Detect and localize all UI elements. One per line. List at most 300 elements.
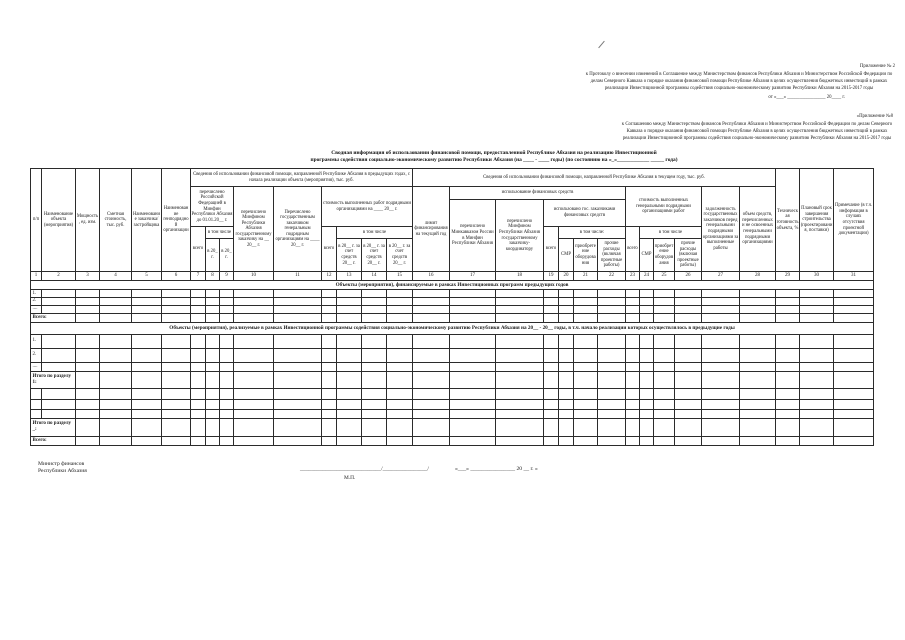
empty-data-cell (76, 436, 100, 445)
empty-data-cell (675, 362, 702, 371)
empty-data-cell (76, 362, 100, 371)
empty-data-cell (413, 388, 450, 399)
empty-data-cell (702, 313, 740, 322)
empty-data-cell (362, 290, 387, 298)
empty-data-cell (496, 334, 544, 348)
empty-data-cell (450, 362, 496, 371)
table-header (31, 169, 874, 272)
empty-data-cell (702, 409, 740, 418)
empty-data-cell (574, 305, 598, 313)
empty-data-cell (574, 388, 598, 399)
empty-data-cell (776, 297, 800, 305)
empty-data-cell (206, 297, 220, 305)
table-body (31, 272, 874, 446)
row-number: 1. (31, 290, 42, 298)
column-number: 11 (274, 272, 322, 281)
col-header-customer: Наименование заказчика/ застройщика (132, 169, 162, 272)
empty-data-cell (322, 334, 337, 348)
empty-data-cell (387, 297, 413, 305)
empty-data-cell (544, 418, 559, 436)
empty-data-cell (740, 388, 776, 399)
empty-data-cell (574, 290, 598, 298)
table-row (31, 418, 874, 436)
empty-data-cell (800, 409, 834, 418)
empty-data-cell (640, 371, 654, 388)
empty-data-cell (776, 313, 800, 322)
empty-data-cell (834, 313, 874, 322)
column-number: 3 (76, 272, 100, 281)
empty-data-cell (132, 418, 162, 436)
empty-data-cell (76, 290, 100, 298)
row-number (31, 409, 42, 418)
empty-data-cell (234, 436, 274, 445)
empty-data-cell (834, 362, 874, 371)
appendix2-date-line: от «___» ________________ 20____ г. (768, 94, 845, 100)
column-number: 17 (450, 272, 496, 281)
empty-data-cell (274, 348, 322, 362)
empty-data-cell (800, 362, 834, 371)
empty-data-cell (834, 418, 874, 436)
empty-data-cell (626, 348, 640, 362)
empty-data-cell (598, 388, 626, 399)
empty-data-cell (740, 362, 776, 371)
column-number: 18 (496, 272, 544, 281)
column-number: 15 (387, 272, 413, 281)
empty-data-cell (776, 436, 800, 445)
row-number: 1. (31, 334, 42, 348)
empty-data-cell (206, 305, 220, 313)
empty-data-cell (654, 418, 675, 436)
empty-data-cell (362, 362, 387, 371)
empty-data-cell (544, 388, 559, 399)
empty-data-cell (740, 418, 776, 436)
empty-data-cell (834, 290, 874, 298)
empty-data-cell (76, 399, 100, 409)
empty-data-cell (640, 305, 654, 313)
stamp-place: М.П. (344, 475, 356, 481)
empty-data-cell (274, 313, 322, 322)
empty-data-cell (362, 305, 387, 313)
table-row (31, 409, 874, 418)
empty-data-cell (450, 348, 496, 362)
total-row-label: Всего: (31, 436, 76, 445)
empty-data-cell (450, 371, 496, 388)
empty-data-cell (654, 297, 675, 305)
column-number: 26 (675, 272, 702, 281)
section-band-label: Объекты (мероприятия), реализуемые в рамках Инвестиционной программы содействия социально-экономическому развитию Республики Абхазия на 20__ - 20__ годы, в т.ч. начало реализации которых осуществлялось в предыдущие годы (31, 322, 874, 334)
empty-data-cell (387, 409, 413, 418)
empty-data-cell (162, 348, 191, 362)
empty-data-cell (559, 334, 574, 348)
empty-data-cell (337, 388, 362, 399)
empty-data-cell (626, 399, 640, 409)
empty-data-cell (450, 418, 496, 436)
empty-data-cell (274, 399, 322, 409)
empty-data-cell (654, 371, 675, 388)
col-header-year-9: в 20_ г. (220, 239, 234, 272)
empty-data-cell (800, 348, 834, 362)
empty-data-cell (800, 371, 834, 388)
empty-data-cell (626, 313, 640, 322)
group-header-previous-years: Сведения об использовании финансовой помощи, направленной Республике Абхазия в предыдущих годах, с начала реализации объекта (мероприятия), тыс. руб. (191, 169, 413, 187)
empty-data-cell (800, 313, 834, 322)
empty-data-cell (496, 348, 544, 362)
empty-data-cell (191, 334, 206, 348)
appendix2-block (583, 64, 895, 102)
empty-data-cell (574, 348, 598, 362)
empty-data-cell (387, 313, 413, 322)
empty-data-cell (234, 388, 274, 399)
empty-data-cell (800, 305, 834, 313)
empty-data-cell (834, 348, 874, 362)
empty-data-cell (42, 388, 76, 399)
empty-data-cell (598, 334, 626, 348)
empty-data-cell (654, 388, 675, 399)
empty-data-cell (544, 399, 559, 409)
empty-data-cell (544, 297, 559, 305)
table-row (31, 371, 874, 388)
column-number: 24 (640, 272, 654, 281)
empty-data-cell (162, 297, 191, 305)
empty-data-cell (413, 362, 450, 371)
empty-data-cell (387, 418, 413, 436)
empty-data-cell (191, 290, 206, 298)
empty-data-cell (206, 409, 220, 418)
group-header-incl-8-9: в том числе (206, 227, 234, 239)
empty-data-cell (100, 334, 132, 348)
section-band-row (31, 322, 874, 334)
col-header-financing-limit: лимит финансирования на текущий год (413, 187, 450, 272)
empty-data-cell (559, 436, 574, 445)
empty-data-cell (337, 290, 362, 298)
column-number: 5 (132, 272, 162, 281)
empty-data-cell (322, 305, 337, 313)
empty-data-cell (413, 418, 450, 436)
empty-data-cell (559, 348, 574, 362)
col-header-year-8: в 20_ г. (206, 239, 220, 272)
empty-data-cell (640, 334, 654, 348)
empty-data-cell (387, 290, 413, 298)
empty-data-cell (191, 348, 206, 362)
table-row (31, 399, 874, 409)
empty-data-cell (450, 313, 496, 322)
empty-data-cell (654, 436, 675, 445)
empty-data-cell (162, 388, 191, 399)
empty-data-cell (413, 290, 450, 298)
empty-data-cell (100, 409, 132, 418)
empty-data-cell (100, 313, 132, 322)
column-number: 7 (191, 272, 206, 281)
empty-data-cell (234, 399, 274, 409)
column-number: 23 (626, 272, 640, 281)
empty-data-cell (559, 313, 574, 322)
empty-data-cell (337, 418, 362, 436)
empty-data-cell (654, 305, 675, 313)
col-header-transferred-minfin: перечислено Минфином Республики Абхазия государственному заказчику на __ 20__ г. (234, 187, 274, 272)
empty-data-cell (626, 436, 640, 445)
group-header-used-by-customers: использовано гос. заказчиками финансовых средств (544, 200, 626, 227)
empty-data-cell (559, 305, 574, 313)
empty-data-cell (544, 436, 559, 445)
document-title-line2: программы содействия социально-экономическому развитию Республики Абхазия (на ____ - ____ годы) (по состоянию на «_»____________ _____ года) (310, 157, 678, 164)
empty-data-cell (654, 334, 675, 348)
empty-data-cell (640, 409, 654, 418)
empty-data-cell (362, 334, 387, 348)
empty-data-cell (274, 418, 322, 436)
appendix8-block (621, 114, 893, 143)
col-header-total-12: всего (322, 227, 337, 272)
empty-data-cell (76, 348, 100, 362)
table-row (31, 305, 874, 313)
col-header-object-name: Наименование объекта (мероприятия) (42, 169, 76, 272)
empty-data-cell (337, 436, 362, 445)
empty-data-cell (387, 436, 413, 445)
empty-data-cell (574, 334, 598, 348)
empty-data-cell (834, 334, 874, 348)
empty-data-cell (675, 409, 702, 418)
signature-date: «___» ________________ 20 __ г. » (454, 466, 538, 472)
empty-data-cell (162, 399, 191, 409)
empty-data-cell (654, 290, 675, 298)
empty-data-cell (740, 371, 776, 388)
empty-data-cell (100, 388, 132, 399)
empty-data-cell (337, 348, 362, 362)
empty-data-cell (322, 399, 337, 409)
empty-data-cell (387, 388, 413, 399)
empty-data-cell (544, 334, 559, 348)
empty-data-cell (322, 348, 337, 362)
empty-data-cell (132, 334, 162, 348)
empty-data-cell (413, 297, 450, 305)
column-number: 13 (337, 272, 362, 281)
empty-data-cell (206, 418, 220, 436)
empty-data-cell (654, 348, 675, 362)
empty-data-cell (274, 334, 322, 348)
empty-data-cell (702, 305, 740, 313)
empty-data-cell (640, 313, 654, 322)
empty-data-cell (626, 362, 640, 371)
empty-data-cell (544, 290, 559, 298)
empty-data-cell (776, 362, 800, 371)
empty-data-cell (220, 399, 234, 409)
row-number: 2. (31, 297, 42, 305)
empty-data-cell (450, 297, 496, 305)
empty-data-cell (322, 290, 337, 298)
empty-data-cell (496, 313, 544, 322)
empty-data-cell (574, 418, 598, 436)
col-header-debt: задолженность государственных заказчиков перед генеральными подрядными организациями за выполненные работы (702, 187, 740, 272)
empty-data-cell (702, 418, 740, 436)
appendix8-body: к Соглашению между Министерством финансов Республики Абхазия и Министерством Российской Федерации по делам Северного Кавказа о порядке оказания финансовой помощи Республике Абхазия в целях осуществления бюджетных инвестиций в рамках реализации Инвестиционной программы содействия социально-экономическому развитию Республики Абхазия на 2015-2017 годы (621, 121, 893, 141)
empty-data-cell (496, 436, 544, 445)
empty-data-cell (776, 348, 800, 362)
column-numbering-row (31, 272, 874, 281)
empty-data-cell (544, 362, 559, 371)
empty-data-cell (362, 313, 387, 322)
column-number: 6 (162, 272, 191, 281)
pen-mark (598, 41, 605, 49)
table-row (31, 313, 874, 322)
table-row (31, 388, 874, 399)
empty-data-cell (675, 418, 702, 436)
empty-data-cell (800, 399, 834, 409)
empty-data-cell (598, 313, 626, 322)
empty-data-cell (640, 348, 654, 362)
empty-data-cell (413, 409, 450, 418)
column-number: 8 (206, 272, 220, 281)
empty-data-cell (100, 371, 132, 388)
empty-data-cell (413, 436, 450, 445)
empty-data-cell (274, 436, 322, 445)
empty-data-cell (76, 371, 100, 388)
empty-data-cell (559, 388, 574, 399)
col-header-transferred-minkavkaz: перечислено Минкавказом России в Минфин Республики Абхазия (450, 200, 496, 272)
column-number: 30 (800, 272, 834, 281)
table-row (31, 362, 874, 371)
empty-data-cell (559, 297, 574, 305)
col-header-year-14: в 20__ г. за счет средств 20__ г. (362, 239, 387, 272)
empty-data-cell (362, 371, 387, 388)
col-header-equipment-25: приобретение оборудования (654, 239, 675, 272)
empty-data-cell (162, 334, 191, 348)
col-header-contractor-org: Наименование генподрядной организации (162, 169, 191, 272)
empty-data-cell (220, 371, 234, 388)
empty-data-cell (206, 399, 220, 409)
empty-data-cell (206, 371, 220, 388)
empty-data-cell (496, 371, 544, 388)
empty-data-cell (42, 348, 76, 362)
empty-data-cell (496, 388, 544, 399)
empty-data-cell (220, 334, 234, 348)
empty-data-cell (574, 362, 598, 371)
empty-data-cell (42, 290, 76, 298)
empty-data-cell (100, 305, 132, 313)
empty-data-cell (387, 305, 413, 313)
empty-data-cell (800, 388, 834, 399)
empty-data-cell (450, 399, 496, 409)
empty-data-cell (413, 399, 450, 409)
section-band-label: Объекты (мероприятия), финансируемые в рамках Инвестиционных программ предыдущих годов (31, 281, 874, 290)
empty-data-cell (626, 334, 640, 348)
empty-data-cell (337, 305, 362, 313)
empty-data-cell (776, 334, 800, 348)
empty-data-cell (274, 388, 322, 399)
column-number: 4 (100, 272, 132, 281)
empty-data-cell (776, 399, 800, 409)
empty-data-cell (496, 399, 544, 409)
empty-data-cell (322, 297, 337, 305)
empty-data-cell (100, 362, 132, 371)
empty-data-cell (362, 297, 387, 305)
empty-data-cell (834, 409, 874, 418)
column-number: 14 (362, 272, 387, 281)
col-header-note: Примечание (в т.ч. информация в случаях отсутствия проектной документации) (834, 169, 874, 272)
empty-data-cell (100, 297, 132, 305)
empty-data-cell (413, 334, 450, 348)
empty-data-cell (274, 409, 322, 418)
total-row-label: Итого по разделу _: (31, 418, 76, 436)
empty-data-cell (544, 371, 559, 388)
row-number (31, 399, 42, 409)
empty-data-cell (559, 371, 574, 388)
empty-data-cell (322, 371, 337, 388)
empty-data-cell (220, 436, 234, 445)
empty-data-cell (42, 305, 76, 313)
empty-data-cell (274, 362, 322, 371)
empty-data-cell (337, 371, 362, 388)
appendix8-label: «Приложение №8 (856, 114, 893, 119)
empty-data-cell (76, 305, 100, 313)
col-header-total-7: всего (191, 227, 206, 272)
empty-data-cell (654, 362, 675, 371)
empty-data-cell (496, 362, 544, 371)
empty-data-cell (234, 290, 274, 298)
row-number: .... (31, 305, 42, 313)
empty-data-cell (206, 348, 220, 362)
empty-data-cell (132, 371, 162, 388)
empty-data-cell (675, 436, 702, 445)
empty-data-cell (322, 362, 337, 371)
empty-data-cell (800, 436, 834, 445)
empty-data-cell (598, 418, 626, 436)
empty-data-cell (675, 348, 702, 362)
empty-data-cell (654, 313, 675, 322)
empty-data-cell (42, 399, 76, 409)
empty-data-cell (496, 290, 544, 298)
empty-data-cell (76, 409, 100, 418)
empty-data-cell (800, 290, 834, 298)
empty-data-cell (206, 334, 220, 348)
empty-data-cell (162, 371, 191, 388)
empty-data-cell (626, 371, 640, 388)
empty-data-cell (834, 399, 874, 409)
empty-data-cell (598, 436, 626, 445)
group-header-incl-13-15: в том числе (337, 227, 413, 239)
group-header-incl-20-22: в том числе: (559, 227, 626, 239)
empty-data-cell (132, 313, 162, 322)
empty-data-cell (206, 436, 220, 445)
table-row (31, 436, 874, 445)
empty-data-cell (387, 371, 413, 388)
empty-data-cell (362, 388, 387, 399)
col-header-capacity: Мощность, ед. изм. (76, 169, 100, 272)
empty-data-cell (702, 290, 740, 298)
document-title (248, 150, 740, 165)
empty-data-cell (100, 290, 132, 298)
empty-data-cell (626, 388, 640, 399)
empty-data-cell (702, 362, 740, 371)
empty-data-cell (234, 305, 274, 313)
empty-data-cell (234, 348, 274, 362)
empty-data-cell (675, 313, 702, 322)
empty-data-cell (702, 334, 740, 348)
group-header-transferred-rf: перечислено Российской Федерацией в Минфин Республики Абхазия до 01.01.20__ г. (191, 187, 234, 227)
empty-data-cell (776, 371, 800, 388)
empty-data-cell (162, 362, 191, 371)
empty-data-cell (702, 371, 740, 388)
col-header-planned-deadline: Плановый срок завершения строительства (проектирования, поставки) (800, 169, 834, 272)
empty-data-cell (220, 418, 234, 436)
empty-data-cell (337, 313, 362, 322)
empty-data-cell (220, 409, 234, 418)
empty-data-cell (834, 371, 874, 388)
empty-data-cell (42, 362, 76, 371)
empty-data-cell (206, 388, 220, 399)
group-header-funds-usage: использование финансовых средств (450, 187, 626, 200)
empty-data-cell (337, 297, 362, 305)
total-row-label: Всего: (31, 313, 76, 322)
empty-data-cell (834, 297, 874, 305)
